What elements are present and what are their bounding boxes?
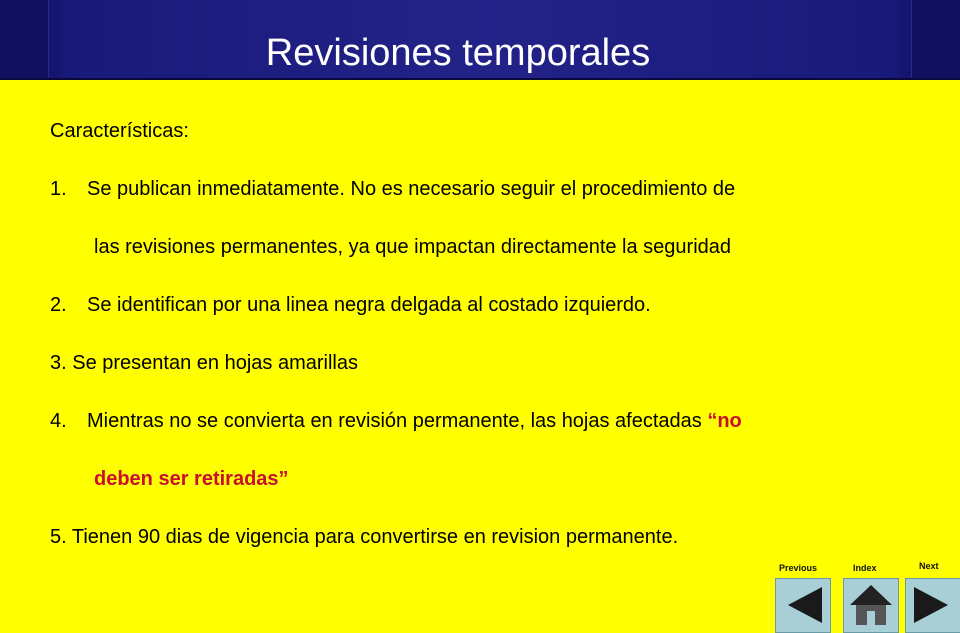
triangle-right-icon: [906, 579, 960, 632]
list-item-number: 1.: [50, 178, 67, 200]
list-item-text: Se identifican por una linea negra delgada al costado izquierdo.: [87, 294, 651, 316]
previous-label: Previous: [779, 563, 818, 573]
list-item-text: Mientras no se convierta en revisión permanente, las hojas afectadas: [87, 410, 708, 432]
list-item-5: 5. Tienen 90 dias de vigencia para convertirse en revision permanente.: [50, 526, 679, 548]
heading: Características:: [50, 120, 189, 142]
list-item-1-continuation: las revisiones permanentes, ya que impactan directamente la seguridad: [94, 236, 732, 258]
next-button[interactable]: [905, 578, 960, 633]
slide-title: Revisiones temporales: [265, 32, 651, 74]
list-item-3: 3. Se presentan en hojas amarillas: [50, 352, 358, 374]
list-item-4: [50, 408, 742, 434]
list-item-number: 2.: [50, 294, 67, 316]
title-bar-right-edge: [911, 0, 960, 78]
emphasis-text: “no: [707, 410, 742, 432]
index-label: Index: [853, 563, 877, 573]
list-item-number: 4.: [50, 410, 67, 432]
previous-button[interactable]: [775, 578, 831, 633]
triangle-left-icon: [776, 579, 830, 632]
index-button[interactable]: [843, 578, 899, 633]
next-label: Next: [919, 561, 939, 571]
list-item-4-continuation: deben ser retiradas”: [94, 468, 289, 490]
list-item-1: [50, 176, 735, 202]
house-icon: [844, 579, 898, 632]
list-item-text: Se publican inmediatamente. No es necesario seguir el procedimiento de: [87, 178, 736, 200]
list-item-2: [50, 292, 651, 318]
